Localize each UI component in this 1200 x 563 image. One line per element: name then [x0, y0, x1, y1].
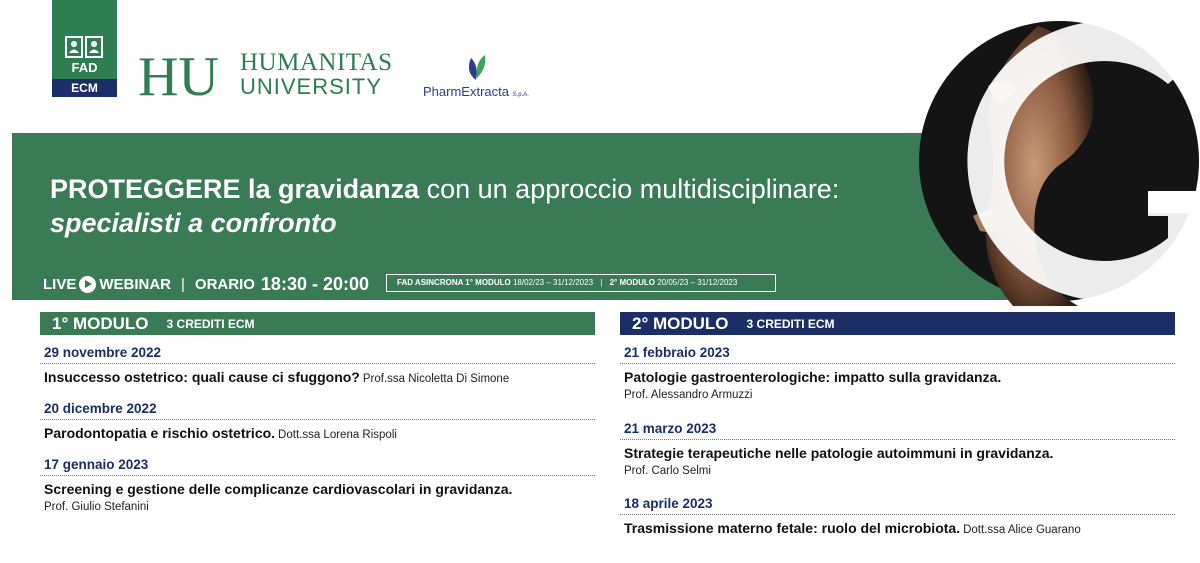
- fad-badge-top: [52, 0, 117, 79]
- session-speaker: Dott.ssa Lorena Rispoli: [278, 429, 397, 441]
- session-date: 17 gennaio 2023: [40, 454, 595, 476]
- session-date: 21 marzo 2023: [620, 418, 1175, 440]
- session-item: [40, 342, 595, 398]
- separator: |: [600, 278, 603, 287]
- page-title: [50, 172, 930, 240]
- webinar-label: WEBINAR: [99, 275, 172, 293]
- play-icon: [79, 276, 96, 293]
- humanitas-hu-logo: [138, 50, 222, 100]
- orario-time: 18:30 - 20:00: [260, 273, 369, 294]
- session-speaker: Prof.ssa Nicoletta Di Simone: [362, 373, 510, 385]
- separator: |: [181, 275, 185, 293]
- session-date: 21 febbraio 2023: [620, 342, 1175, 364]
- session-date: 18 aprile 2023: [620, 493, 1175, 515]
- online-training-icon: [65, 36, 103, 58]
- live-label: LIVE: [43, 275, 77, 293]
- mod2-fad-dates: 20/05/23 – 31/12/2023: [657, 278, 738, 287]
- module-2-header: [620, 312, 1175, 335]
- session-item: [620, 493, 1175, 540]
- session-title: Trasmissione materno fetale: ruolo del microbiota.: [624, 520, 961, 536]
- pharmextracta-logo: [423, 52, 553, 102]
- session-title: Strategie terapeutiche nelle patologie autoimmuni in gravidanza.: [624, 445, 1054, 461]
- session-item: [40, 454, 595, 515]
- module-credits: 3 CREDITI ECM: [166, 316, 255, 331]
- session-speaker: Prof. Giulio Stefanini: [44, 501, 149, 513]
- ecm-label: ECM: [52, 79, 117, 97]
- title-bold: PROTEGGERE la gravidanza: [50, 174, 420, 204]
- session-speaker: Dott.ssa Alice Guarano: [963, 524, 1081, 536]
- module-2-sessions: [620, 342, 1175, 540]
- session-item: [620, 418, 1175, 493]
- hu-mark: HU: [138, 50, 219, 100]
- fad-asincrona-label: FAD ASINCRONA 1° MODULO: [397, 278, 511, 287]
- session-date: 20 dicembre 2022: [40, 398, 595, 420]
- title-rest: con un approccio multidisciplinare:: [419, 174, 840, 204]
- title-italic: specialisti a confronto: [50, 208, 337, 238]
- fad-ecm-badge: [52, 0, 117, 97]
- session-title: Patologie gastroenterologiche: impatto sulla gravidanza.: [624, 369, 1002, 385]
- session-title: Insuccesso ostetrico: quali cause ci sfuggono?: [44, 369, 360, 385]
- module-credits: 3 CREDITI ECM: [746, 316, 835, 331]
- mod2-fad-label: 2° MODULO: [609, 278, 655, 287]
- session-item: [40, 398, 595, 454]
- module-1-sessions: [40, 342, 595, 515]
- session-speaker: Prof. Alessandro Armuzzi: [624, 389, 753, 401]
- fad-label: FAD: [71, 60, 98, 75]
- live-webinar-info: [43, 273, 369, 295]
- leaf-icon: [461, 52, 491, 82]
- sponsor-name: PharmExtracta: [423, 84, 509, 99]
- pregnant-woman-photo: [918, 16, 1200, 306]
- university-name-line2: UNIVERSITY: [240, 74, 383, 99]
- session-title: Screening e gestione delle complicanze cardiovascolari in gravidanza.: [44, 481, 513, 497]
- university-name-line1: HUMANITAS: [240, 49, 393, 76]
- humanitas-university-name: [240, 51, 400, 99]
- module-1-header: [40, 312, 595, 335]
- session-speaker: Prof. Carlo Selmi: [624, 465, 711, 477]
- module-name: 1° MODULO: [52, 313, 149, 333]
- fad-asincrona-dates: 18/02/23 – 31/12/2023: [512, 278, 594, 287]
- module-name: 2° MODULO: [632, 313, 729, 333]
- orario-label: ORARIO: [194, 275, 255, 293]
- sponsor-suffix: S.p.A.: [512, 92, 529, 98]
- session-date: 29 novembre 2022: [40, 342, 595, 364]
- fad-asincrona-box: [386, 274, 776, 292]
- session-item: [620, 342, 1175, 418]
- session-title: Parodontopatia e rischio ostetrico.: [44, 425, 276, 441]
